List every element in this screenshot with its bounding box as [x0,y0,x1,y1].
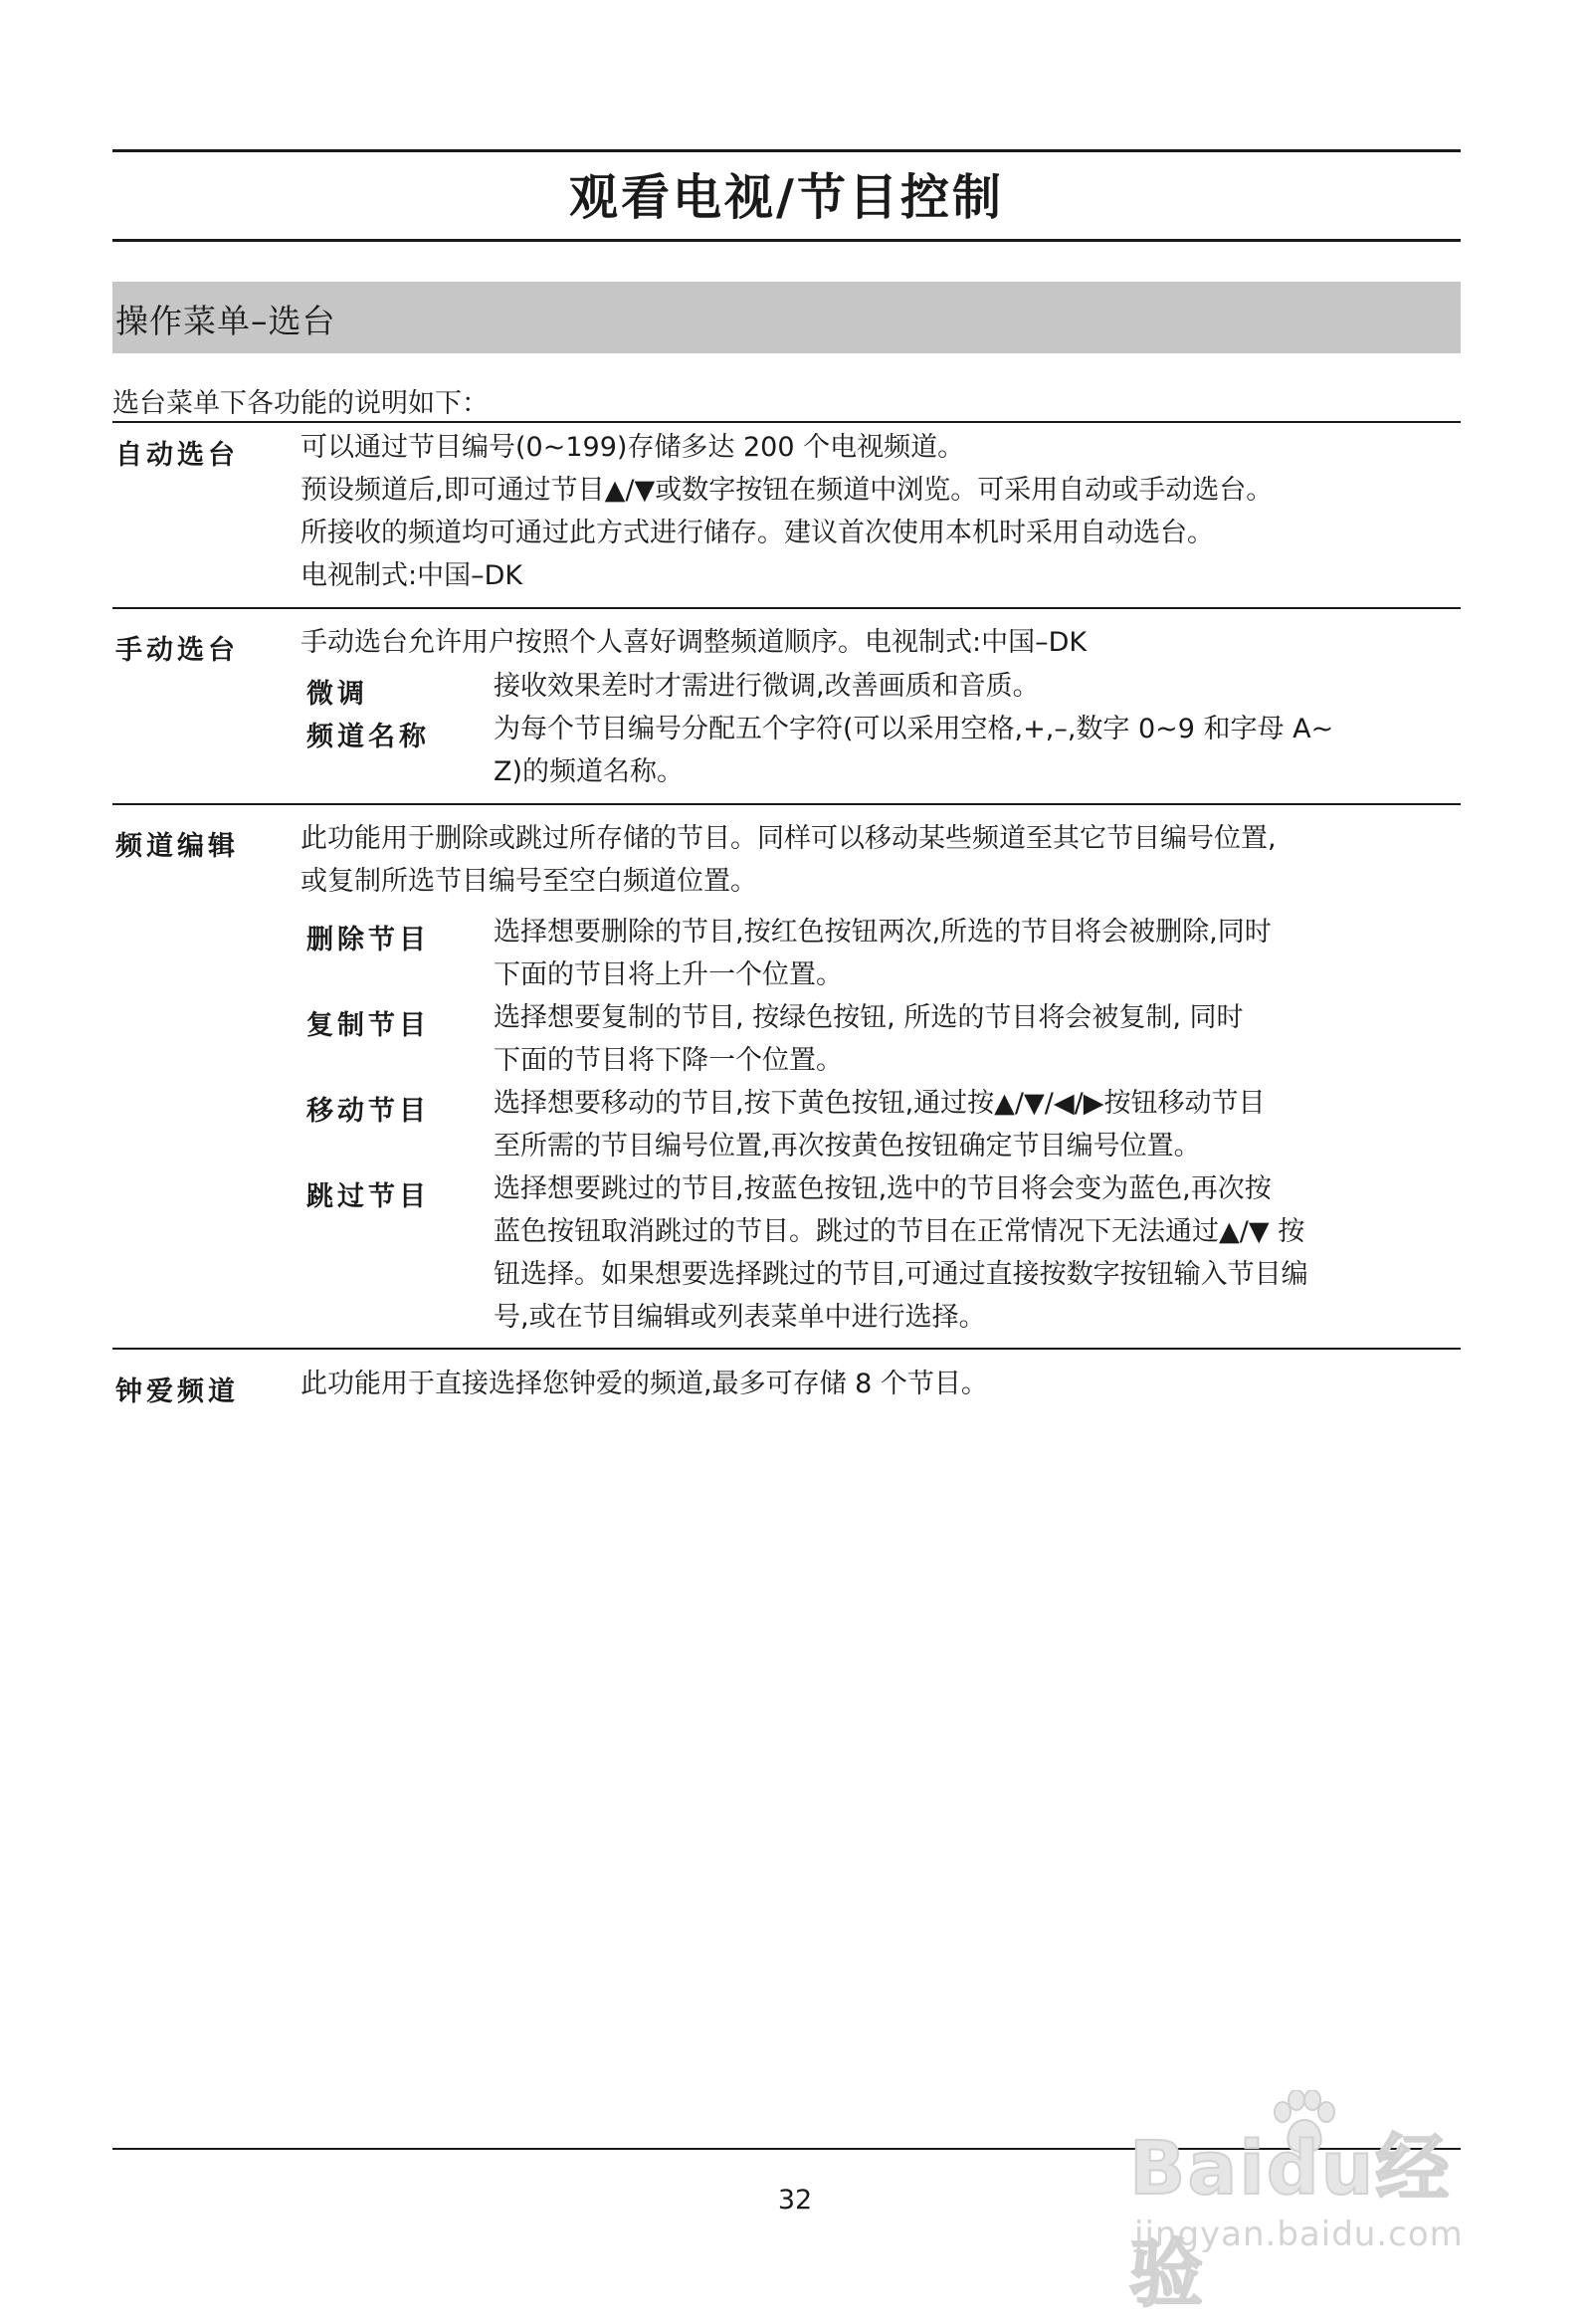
sub-text-copy-program [494,996,1465,1082]
section-title: 操作菜单–选台 [115,302,336,340]
text-line: 可以通过节目编号(0~199)存储多达 200 个电视频道。 [300,432,965,463]
text-line: 此功能用于直接选择您钟爱的频道,最多可存储 8 个节目。 [300,1369,988,1399]
entry-label-channel-edit: 频道编辑 [115,831,239,862]
text-line: 选择想要移动的节目,按下黄色按钮,通过按▲/▼/◀/▶按钮移动节目 [494,1088,1266,1119]
watermark-url: jingyan.baidu.com [1134,2215,1464,2254]
entry-text-manual-tuning [300,621,1465,664]
text-line: 接收效果差时才需进行微调,改善画质和音质。 [494,671,1040,702]
sub-label-move-program: 移动节目 [306,1096,430,1127]
sub-label-skip-program: 跳过节目 [306,1181,430,1212]
text-line: 电视制式:中国–DK [300,560,523,591]
text-line: 预设频道后,即可通过节目▲/▼或数字按钮在频道中浏览。可采用自动或手动选台。 [300,475,1274,506]
entry-label-auto-tuning: 自动选台 [115,440,239,471]
sub-label-copy-program: 复制节目 [306,1010,430,1041]
text-line: 选择想要删除的节目,按红色按钮两次,所选的节目将会被删除,同时 [494,917,1272,948]
text-line: 号,或在节目编辑或列表菜单中进行选择。 [494,1302,986,1333]
page-title: 观看电视/节目控制 [569,169,1004,226]
text-line: 选择想要复制的节目, 按绿色按钮, 所选的节目将会被复制, 同时 [494,1002,1244,1033]
text-line: 钮选择。如果想要选择跳过的节目,可通过直接按数字按钮输入节目编 [494,1259,1308,1290]
sub-text-delete-program [494,911,1465,996]
baidu-watermark [1129,2090,1478,2317]
entry-text-auto-tuning [300,426,1465,597]
text-line: 选择想要跳过的节目,按蓝色按钮,选中的节目将会变为蓝色,再次按 [494,1173,1272,1204]
entry-label-manual-tuning: 手动选台 [115,635,239,666]
watermark-logo: Baidu经验 [1129,2126,1452,2317]
sub-label-delete-program: 删除节目 [306,925,430,955]
header-bottom-rule [112,239,1461,242]
text-line: 或复制所选节目编号至空白频道位置。 [300,866,757,897]
header-top-rule [112,149,1461,152]
text-line: 下面的节目将上升一个位置。 [494,959,843,990]
page-number: 32 [777,2185,813,2216]
text-line: 此功能用于删除或跳过所存储的节目。同样可以移动某些频道至其它节目编号位置, [300,823,1277,854]
sub-text-skip-program [494,1167,1465,1339]
entry-text-channel-edit [300,817,1465,903]
entry-text-favorite-channels [300,1363,1465,1405]
text-line: 手动选台允许用户按照个人喜好调整频道顺序。电视制式:中国–DK [300,627,1088,658]
entry-divider [112,607,1461,609]
text-line: 为每个节目编号分配五个字符(可以采用空格,+,–,数字 0~9 和字母 A~ [494,714,1334,744]
text-line: 至所需的节目编号位置,再次按黄色按钮确定节目编号位置。 [494,1131,1201,1162]
entry-divider [112,803,1461,805]
text-line: 下面的节目将下降一个位置。 [494,1045,843,1076]
text-line: 蓝色按钮取消跳过的节目。跳过的节目在正常情况下无法通过▲/▼ 按 [494,1216,1305,1247]
sub-text-fine-tune [494,665,1465,708]
entry-divider [112,1348,1461,1350]
text-line: Z)的频道名称。 [494,756,685,787]
sub-label-channel-name: 频道名称 [306,722,430,752]
sub-label-fine-tune: 微调 [306,679,368,710]
intro-rule [112,421,1461,423]
intro-text: 选台菜单下各功能的说明如下： [112,388,489,419]
text-line: 所接收的频道均可通过此方式进行储存。建议首次使用本机时采用自动选台。 [300,518,1214,548]
entry-label-favorite-channels: 钟爱频道 [115,1376,239,1407]
section-header [112,282,1461,353]
sub-text-move-program [494,1082,1465,1167]
sub-text-channel-name [494,708,1465,793]
